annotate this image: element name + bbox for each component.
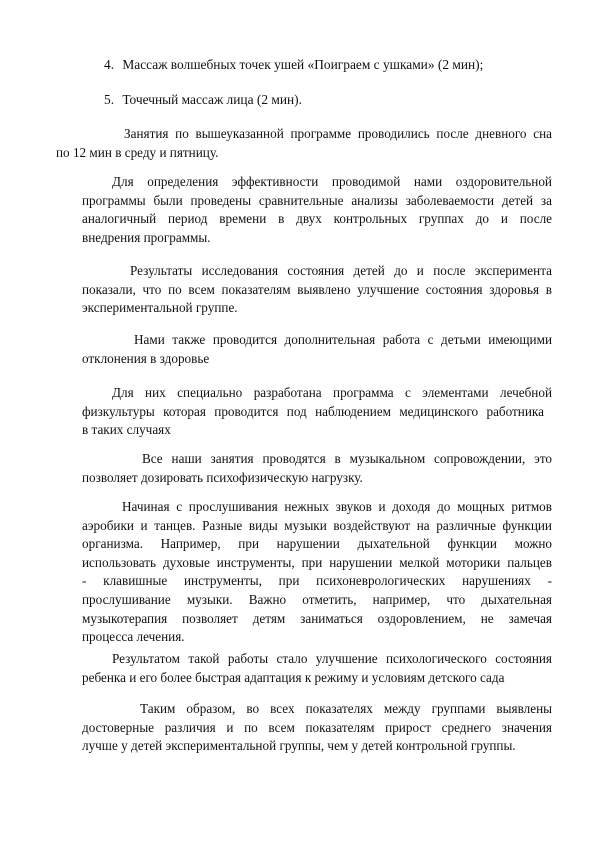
list-item-text: Точечный массаж лица (2 мин). [122,92,302,107]
paragraph [82,384,552,440]
list-item [104,92,302,108]
paragraph-line: использовать духовые инструменты, при нарушении мелкой моторики пальцев [82,554,552,570]
paragraph-line: позволяет дозировать психофизическую нагрузку. [82,469,363,485]
list-item-text: Массаж волшебных точек ушей «Поиграем с ушками» (2 мин); [122,57,484,72]
paragraph-line: Все наши занятия проводятся в музыкальном сопровождении, это [142,451,552,466]
paragraph-line: Занятия по вышеуказанной программе проводились после дневного сна [124,126,552,141]
paragraph-line: Нами также проводится дополнительная работа с детьми имеющими [134,332,552,347]
paragraph-line: Результаты исследования состояния детей до и после эксперимента [130,263,552,278]
paragraph-line: прослушивание музыки. Важно отметить, например, что дыхательная [82,591,552,607]
paragraph-line: экспериментальной группе. [82,300,238,316]
paragraph [56,125,552,162]
paragraph-line: Таким образом, во всех показателях между группами выявлены [140,701,552,716]
paragraph [82,498,552,647]
paragraph-line: ребенка и его более быстрая адаптация к режиму и условиям детского сада [82,669,505,685]
paragraph [82,262,552,318]
paragraph-line: показали, что по всем показателям выявлено улучшение состояния здоровья в [82,281,552,297]
paragraph-line: лучше у детей экспериментальной группы, чем у детей контрольной группы. [82,738,516,754]
paragraph [82,450,552,487]
paragraph-line: - клавишные инструменты, при психоневрологических нарушениях - [82,573,552,589]
list-item-number: 4. [104,57,115,72]
paragraph-line: Результатом такой работы стало улучшение психологического состояния [112,651,552,666]
paragraph-line: в таких случаях [82,422,171,438]
paragraph-line: музыкотерапия позволяет детям заниматься оздоровлением, не замечая [82,610,552,626]
paragraph-line: Начиная с прослушивания нежных звуков и доходя до мощных ритмов [122,499,552,514]
paragraph-line: программы были проведены сравнительные анализы заболеваемости детей за [82,192,552,208]
paragraph-line: аналогичный период времени в двух контрольных группах до и после [82,211,552,227]
paragraph [82,331,552,368]
paragraph-line: физкультуры которая проводится под наблюдением медицинского работника [82,403,544,419]
paragraph-line: внедрения программы. [82,229,211,245]
list-item-number: 5. [104,92,115,107]
paragraph [82,700,552,756]
paragraph-line: Для них специально разработана программа с элементами лечебной [112,385,552,400]
list-item [104,57,483,73]
paragraph [82,650,552,687]
paragraph-line: организма. Например, при нарушении дыхательной функции можно [82,536,552,552]
paragraph-line: аэробики и танцев. Разные виды музыки воздействуют на различные функции [82,517,552,533]
paragraph [82,173,552,247]
paragraph-line: процесса лечения. [82,629,185,645]
paragraph-line: по 12 мин в среду и пятницу. [56,144,219,160]
paragraph-line: Для определения эффективности проводимой нами оздоровительной [112,174,552,189]
paragraph-line: отклонения в здоровье [82,350,210,366]
paragraph-line: достоверные различия и по всем показателям прирост среднего значения [82,719,552,735]
